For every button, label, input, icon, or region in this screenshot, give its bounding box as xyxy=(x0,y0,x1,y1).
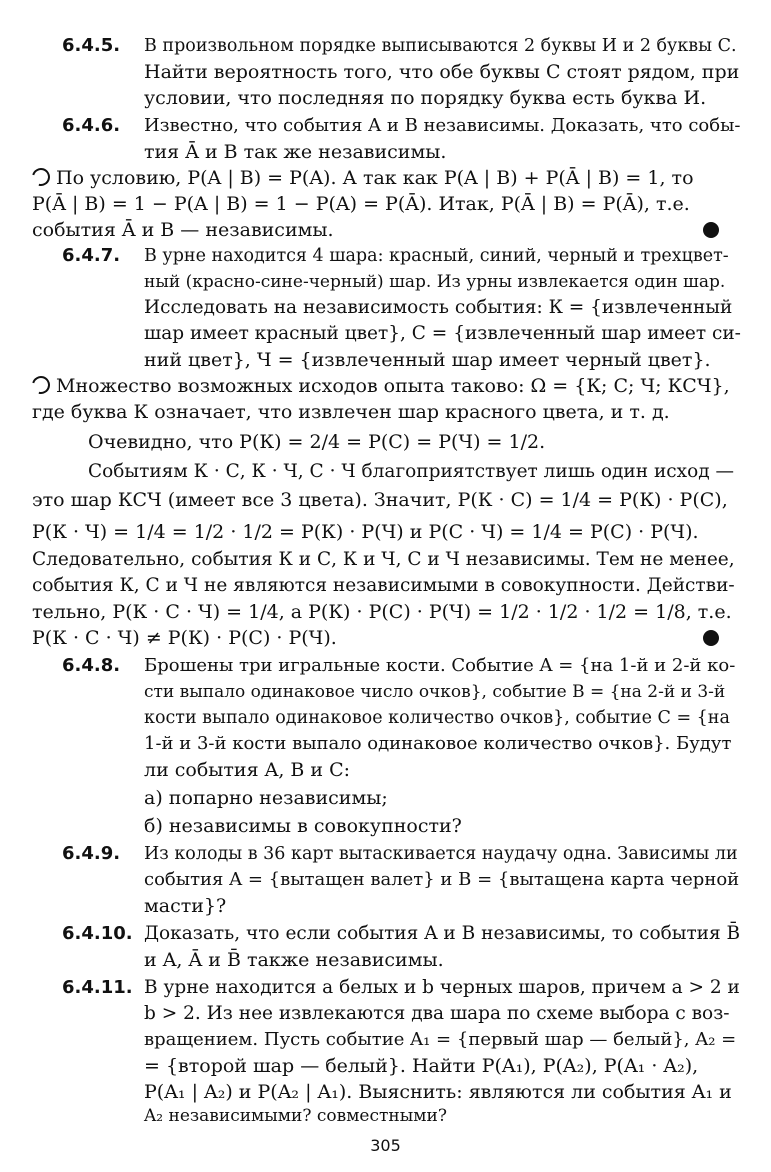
solution-line: P(Ā | B) = 1 − P(A | B) = 1 − P(A) = P(Ā). Итак, P(Ā | B) = P(Ā), т.е. xyxy=(32,193,690,215)
problem-text-line: шар имеет красный цвет}, С = {извлеченный шар имеет си- xyxy=(144,323,741,344)
problem-text-line: ный (красно-сине-черный) шар. Из урны извлекается один шар. xyxy=(144,272,726,292)
problem-text-line: тия Ā и B так же независимы. xyxy=(144,141,447,163)
solution-line: события К, С и Ч не являются независимыми в совокупности. Действи- xyxy=(32,575,735,596)
solution-line: Очевидно, что P(К) = 2/4 = P(С) = P(Ч) = 1/2. xyxy=(88,431,546,453)
problem-number: 6.4.6. xyxy=(62,115,121,136)
problem-text-line: ли события A, B и C: xyxy=(144,759,351,781)
problem-text-line: b > 2. Из нее извлекаются два шара по схеме выбора с воз- xyxy=(144,1003,730,1024)
problem-subitem: б) независимы в совокупности? xyxy=(144,815,462,837)
problem-text-line: 1-й и 3-й кости выпало одинаковое количество очков}. Будут xyxy=(144,733,732,754)
problem-number: 6.4.11. xyxy=(62,977,133,998)
solution-line: это шар КСЧ (имеет все 3 цвета). Значит, P(К · С) = 1/4 = P(К) · P(С), xyxy=(32,489,728,511)
solution-line: Множество возможных исходов опыта таково: Ω = {К; С; Ч; КСЧ}, xyxy=(32,374,730,398)
solution-start-icon xyxy=(29,165,54,190)
problem-text-line: и A, Ā и B̄ также независимы. xyxy=(144,949,444,971)
problem-number: 6.4.7. xyxy=(62,245,121,266)
solution-line: события Ā и B — независимы. xyxy=(32,219,334,241)
problem-text-line: Доказать, что если события A и B независимы, то события B̄ xyxy=(144,923,741,944)
problem-number: 6.4.10. xyxy=(62,923,133,944)
problem-text-line: сти выпало одинаковое число очков}, событие B = {на 2-й и 3-й xyxy=(144,682,726,702)
problem-text-line: P(A₁ | A₂) и P(A₂ | A₁). Выяснить: являются ли события A₁ и xyxy=(144,1081,732,1103)
problem-number: 6.4.9. xyxy=(62,843,121,864)
solution-line: тельно, P(К · С · Ч) = 1/4, а P(К) · P(С) · P(Ч) = 1/2 · 1/2 · 1/2 = 1/8, т.е. xyxy=(32,601,732,623)
solution-line: P(К · Ч) = 1/4 = 1/2 · 1/2 = P(К) · P(Ч) и P(С · Ч) = 1/4 = P(С) · P(Ч). xyxy=(32,521,699,543)
problem-subitem: а) попарно независимы; xyxy=(144,787,388,809)
problem-text-line: Из колоды в 36 карт вытаскивается наудачу одна. Зависимы ли xyxy=(144,844,738,864)
solution-line: Событиям К · С, К · Ч, С · Ч благоприятствует лишь один исход — xyxy=(88,461,734,482)
problem-text-line: вращением. Пусть событие A₁ = {первый шар — белый}, A₂ = xyxy=(144,1029,737,1050)
problem-text-line: Исследовать на независимость события: К = {извлеченный xyxy=(144,297,733,318)
problem-text-line: масти}? xyxy=(144,895,227,917)
problem-text-line: В произвольном порядке выписываются 2 буквы И и 2 буквы С. xyxy=(144,36,737,56)
solution-line: Следовательно, события К и С, К и Ч, С и Ч независимы. Тем не менее, xyxy=(32,549,735,570)
solution-start-icon xyxy=(29,373,54,398)
solution-line: где буква К означает, что извлечен шар красного цвета, и т. д. xyxy=(32,401,670,423)
problem-text-line: A₂ независимыми? совместными? xyxy=(144,1106,447,1126)
problem-number: 6.4.5. xyxy=(62,35,121,56)
problem-text-line: кости выпало одинаковое количество очков}, событие C = {на xyxy=(144,708,730,728)
problem-text-line: ний цвет}, Ч = {извлеченный шар имеет черный цвет}. xyxy=(144,349,711,371)
solution-end-icon xyxy=(703,222,719,238)
problem-text-line: условии, что последняя по порядку буква есть буква И. xyxy=(144,87,707,109)
page-number: 305 xyxy=(370,1136,401,1155)
problem-text-line: Известно, что события A и B независимы. Доказать, что собы- xyxy=(144,115,741,136)
problem-text-line: В урне находится a белых и b черных шаров, причем a > 2 и xyxy=(144,977,740,998)
problem-number: 6.4.8. xyxy=(62,655,121,676)
problem-text-line: Найти вероятность того, что обе буквы С стоят рядом, при xyxy=(144,61,740,83)
problem-text-line: события A = {вытащен валет} и B = {вытащена карта черной xyxy=(144,869,740,890)
problem-text-line: В урне находится 4 шара: красный, синий, черный и трехцвет- xyxy=(144,246,729,266)
problem-text-line: Брошены три игральные кости. Событие A = {на 1-й и 2-й ко- xyxy=(144,655,736,676)
problem-text-line: = {второй шар — белый}. Найти P(A₁), P(A₂), P(A₁ · A₂), xyxy=(144,1055,699,1077)
solution-end-icon xyxy=(703,630,719,646)
solution-line: По условию, P(A | B) = P(A). А так как P(A | B) + P(Ā | B) = 1, то xyxy=(32,166,694,190)
solution-line: P(К · С · Ч) ≠ P(К) · P(С) · P(Ч). xyxy=(32,627,337,649)
